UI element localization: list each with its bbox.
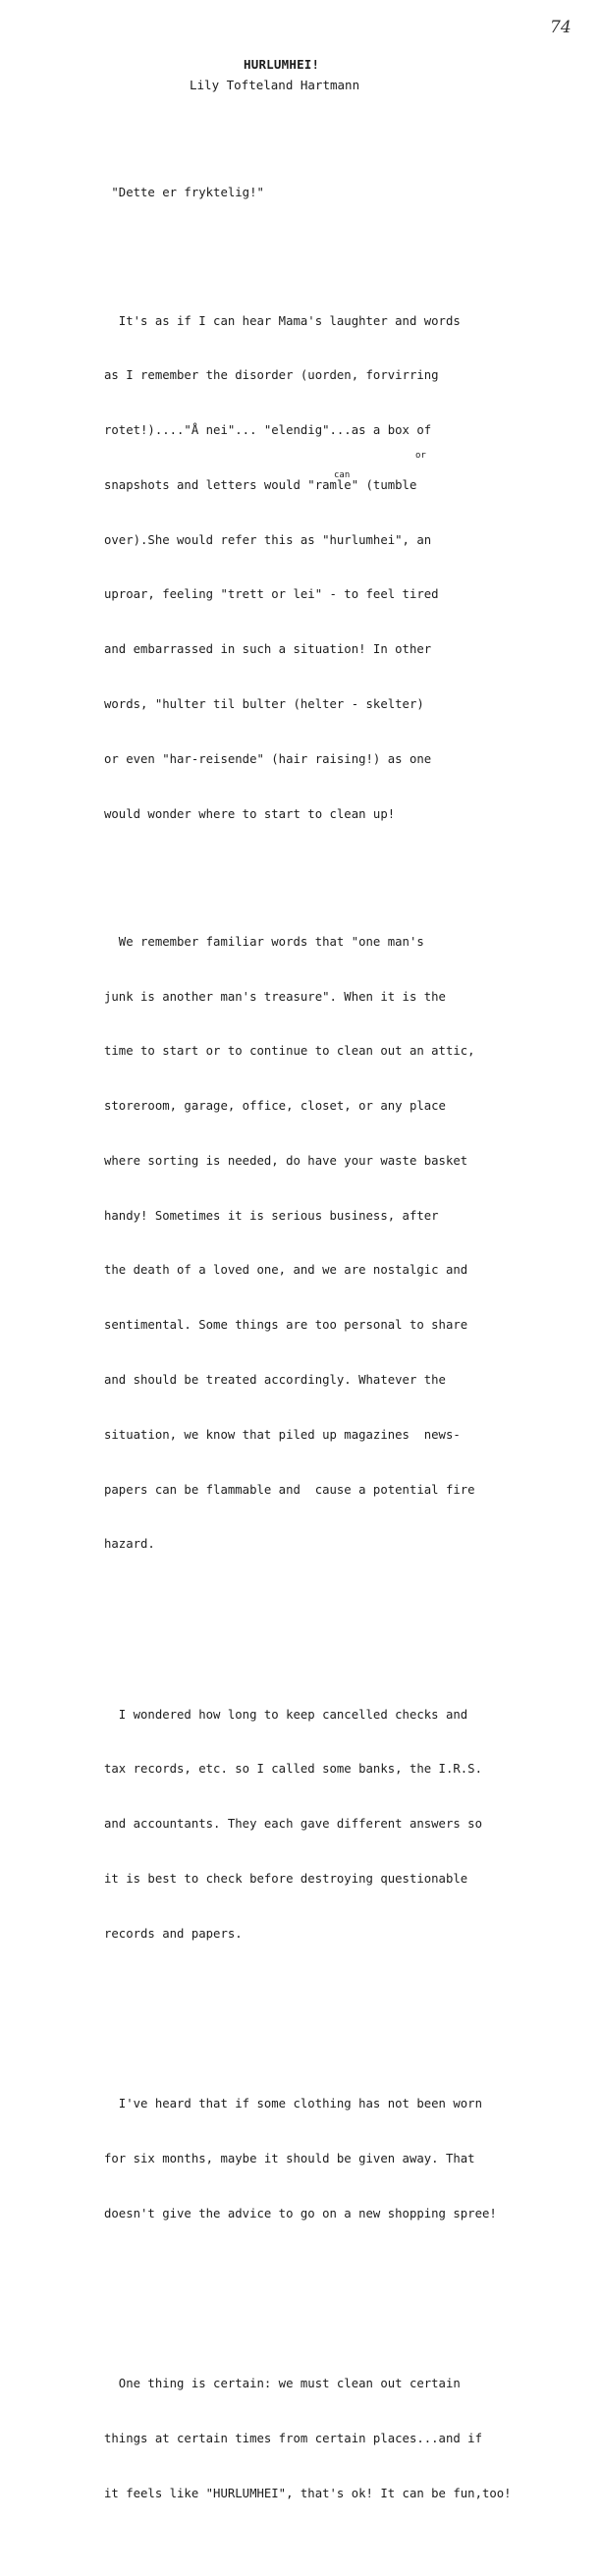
text-line: words, "hulter til bulter (helter - skelter)	[104, 697, 424, 711]
text-line: or even "har-reisende" (hair raising!) as one	[104, 751, 432, 766]
text-line: doesn't give the advice to go on a new shopping spree!	[104, 2206, 497, 2220]
text-line: I wondered how long to keep cancelled checks and	[104, 1707, 468, 1722]
page-number: 74	[550, 18, 572, 37]
text-line: One thing is certain: we must clean out certain	[104, 2377, 461, 2391]
text-line: it is best to check before destroying questionable	[104, 1872, 468, 1886]
text-line: "Dette er fryktelig!"	[104, 186, 264, 200]
text-line: and should be treated accordingly. Whatever the	[104, 1372, 446, 1387]
text-line: records and papers.	[104, 1926, 243, 1941]
text-line: it feels like "HURLUMHEI", that's ok! It can be fun,too!	[104, 2486, 512, 2500]
text-line: and embarrassed in such a situation! In other	[104, 642, 432, 657]
essay-body	[104, 111, 536, 2576]
text-line: storeroom, garage, office, closet, or any place	[104, 1099, 446, 1114]
text-line: sentimental. Some things are too personal to share	[104, 1318, 468, 1333]
text-line: junk is another man's treasure". When it is the	[104, 989, 446, 1004]
text-line: I've heard that if some clothing has not been worn	[104, 2097, 482, 2111]
paragraph-6	[104, 2338, 536, 2540]
text-line: the death of a loved one, and we are nostalgic and	[104, 1263, 468, 1278]
handwritten-insertion-or: or	[415, 451, 426, 461]
text-line: would wonder where to start to clean up!	[104, 806, 396, 821]
text-line: things at certain times from certain places...and if	[104, 2431, 482, 2445]
text-line: as I remember the disorder (uorden, forvirring	[104, 368, 439, 383]
text-line: and accountants. They each gave different answers so	[104, 1817, 482, 1832]
text-line: We remember familiar words that "one man's	[104, 934, 424, 949]
text-line: snapshots and letters would "ramle" (tumble	[104, 477, 417, 492]
author-line: Lily Tofteland Hartmann	[190, 78, 360, 92]
text-line: for six months, maybe it should be given away. That	[104, 2151, 475, 2165]
text-line: situation, we know that piled up magazines news-	[104, 1427, 461, 1442]
text-line: hazard.	[104, 1537, 155, 1552]
paragraph-4	[104, 1669, 536, 1979]
text-line: uproar, feeling "trett or lei" - to feel tired	[104, 587, 439, 602]
paragraph-5	[104, 2058, 536, 2260]
text-line: papers can be flammable and cause a potential fire	[104, 1482, 475, 1497]
text-line: tax records, etc. so I called some banks, the I.R.S.	[104, 1762, 482, 1777]
handwritten-insertion-can: can	[334, 470, 351, 480]
text-line: where sorting is needed, do have your waste basket	[104, 1153, 468, 1168]
text-line: It's as if I can hear Mama's laughter and words	[104, 313, 461, 328]
paragraph-3	[104, 897, 536, 1591]
text-line: over).She would refer this as "hurlumhei", an	[104, 532, 432, 547]
text-line: rotet!)...."Å nei"... "elendig"...as a box of	[104, 423, 432, 438]
paragraph-2	[104, 275, 536, 859]
text-line: time to start or to continue to clean out an attic,	[104, 1044, 475, 1059]
text-line: handy! Sometimes it is serious business, after	[104, 1208, 439, 1223]
page-title: HURLUMHEI!	[244, 57, 320, 72]
paragraph-1	[104, 147, 536, 239]
